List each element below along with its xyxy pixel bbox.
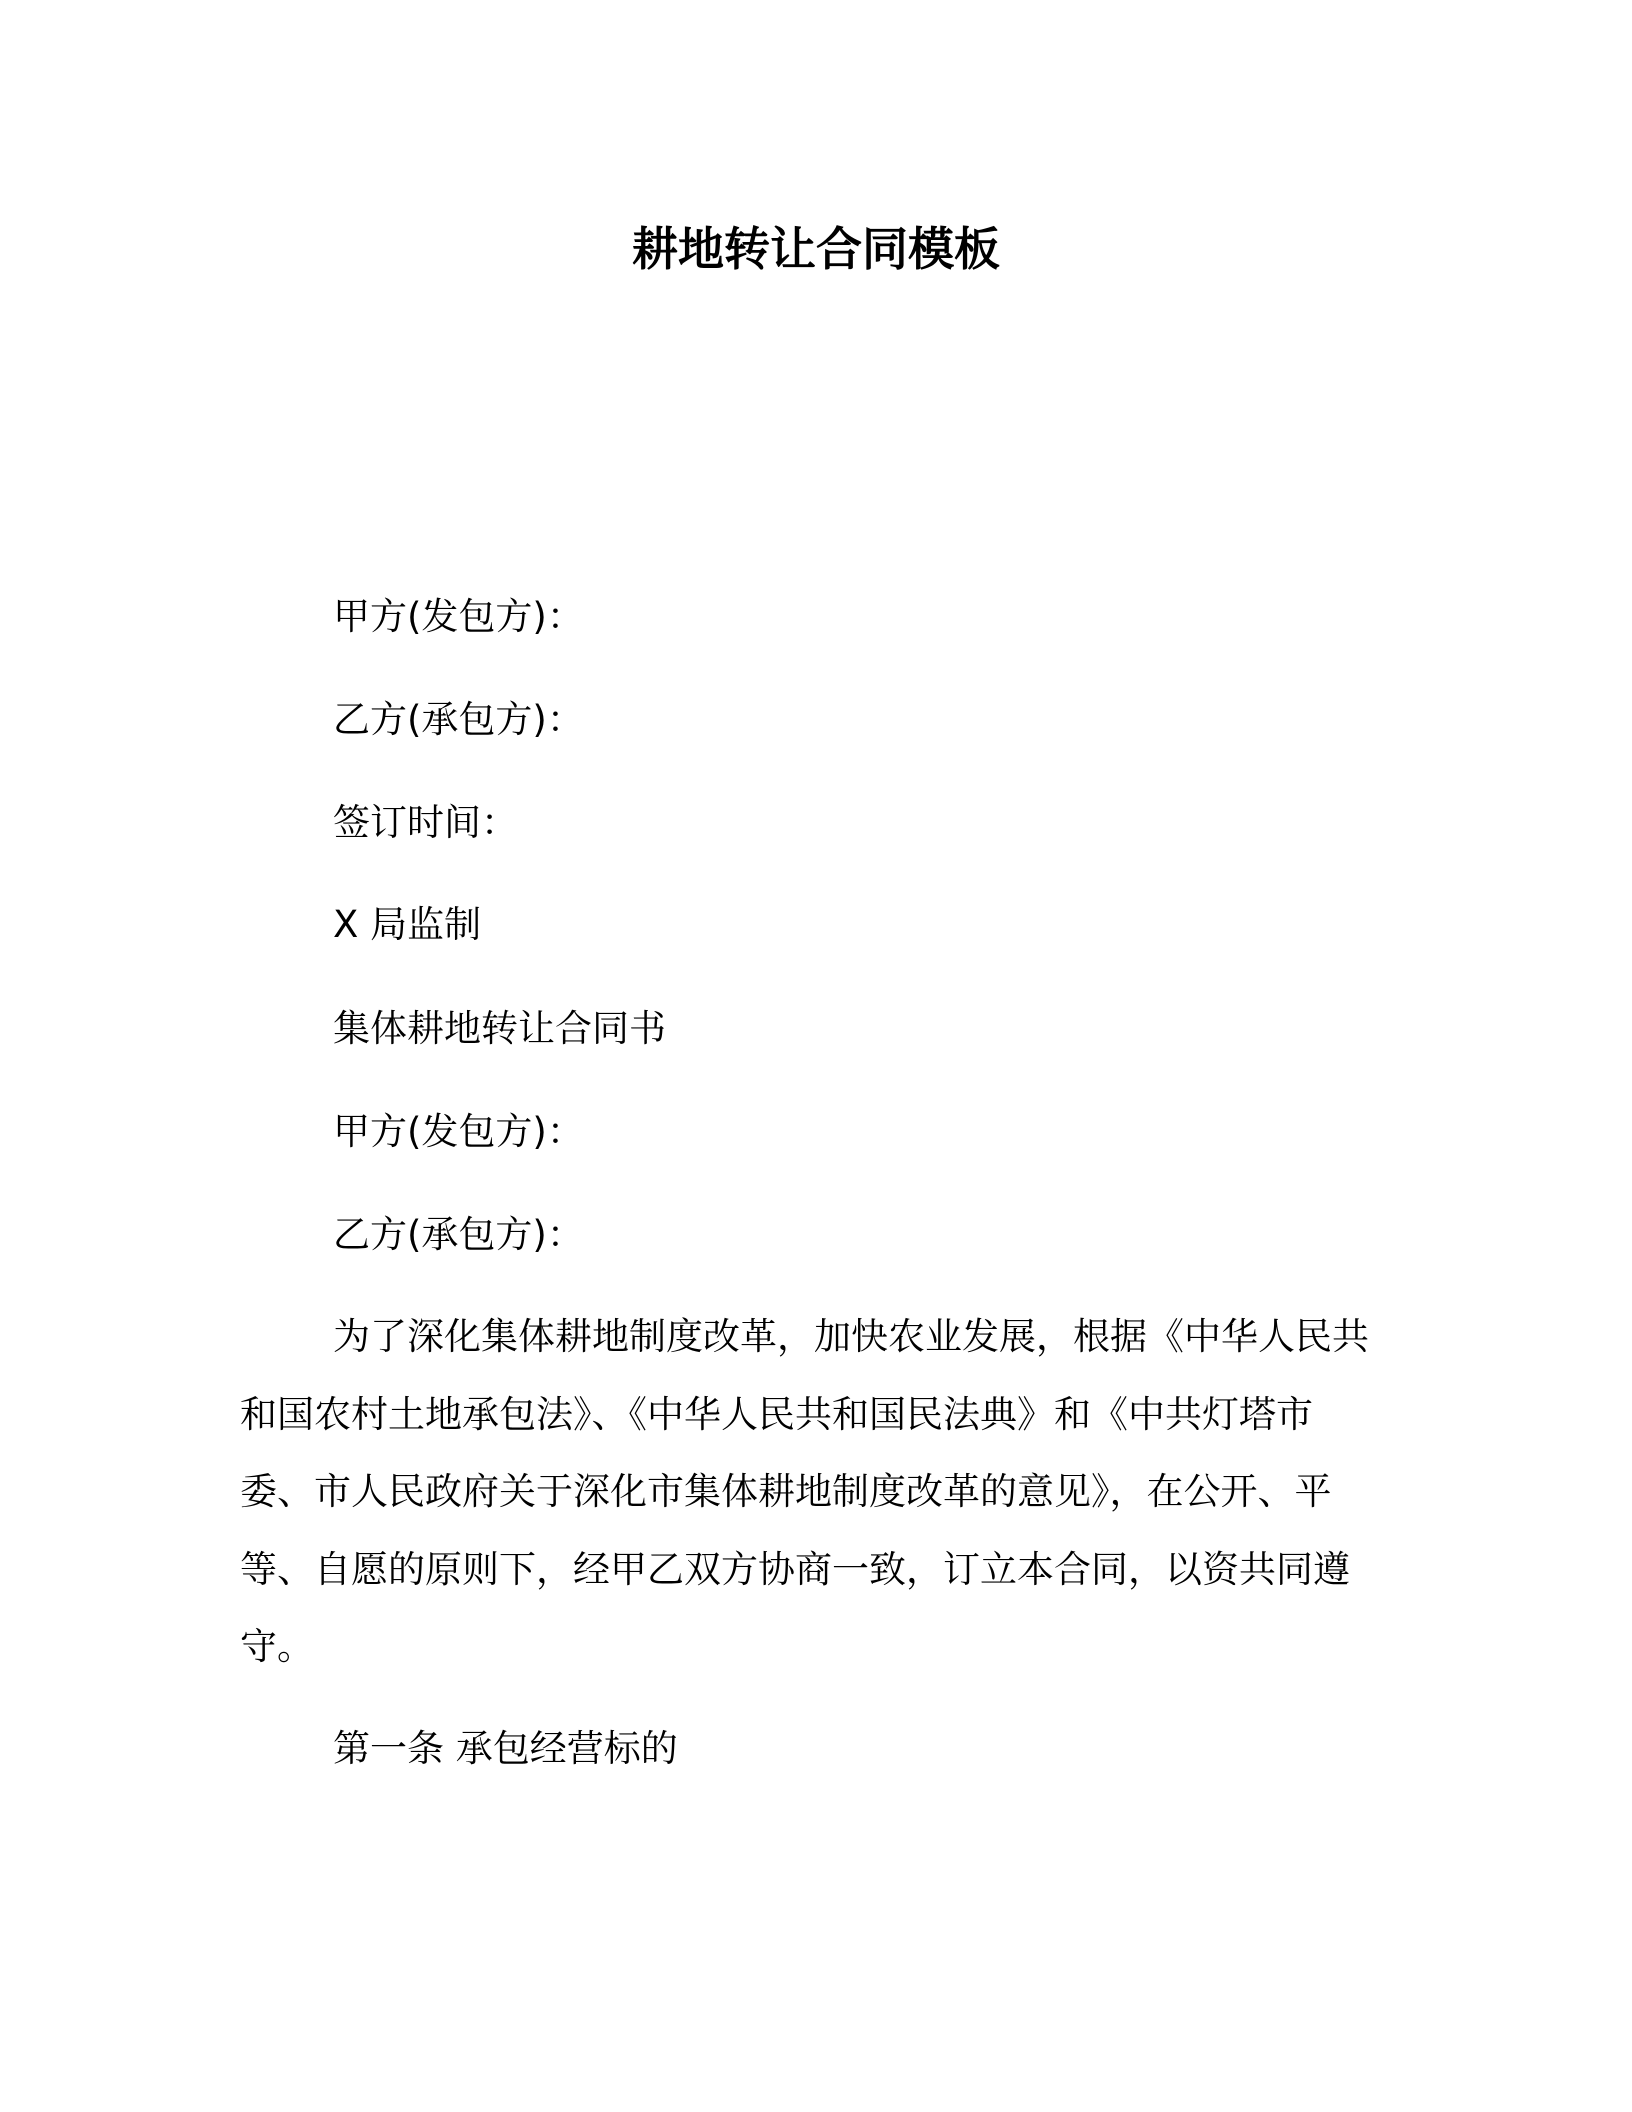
cover-party-a-label: 甲方(发包方)： xyxy=(333,595,584,638)
contract-heading: 集体耕地转让合同书 xyxy=(333,1007,666,1050)
document-title: 耕地转让合同模板 xyxy=(632,222,1000,276)
signing-time-label: 签订时间： xyxy=(333,801,518,844)
contract-party-a-label: 甲方(发包方)： xyxy=(333,1110,584,1153)
supervisor-note: X 局监制 xyxy=(333,903,482,946)
preamble-line: 和国农村土地承包法》、《中华人民共和国民法典》和《中共灯塔市 xyxy=(240,1392,1313,1436)
article-1-heading: 第一条 承包经营标的 xyxy=(333,1727,678,1770)
preamble-line: 守。 xyxy=(240,1625,314,1668)
cover-party-b-label: 乙方(承包方)： xyxy=(333,698,584,741)
preamble-line: 等、自愿的原则下，经甲乙双方协商一致，订立本合同，以资共同遵 xyxy=(240,1547,1350,1591)
preamble-paragraph xyxy=(240,1298,1380,1686)
preamble-line: 委、市人民政府关于深化市集体耕地制度改革的意见》，在公开、平 xyxy=(240,1470,1332,1513)
contract-party-b-label: 乙方(承包方)： xyxy=(333,1213,584,1256)
preamble-line: 为了深化集体耕地制度改革，加快农业发展，根据《中华人民共 xyxy=(333,1315,1369,1358)
